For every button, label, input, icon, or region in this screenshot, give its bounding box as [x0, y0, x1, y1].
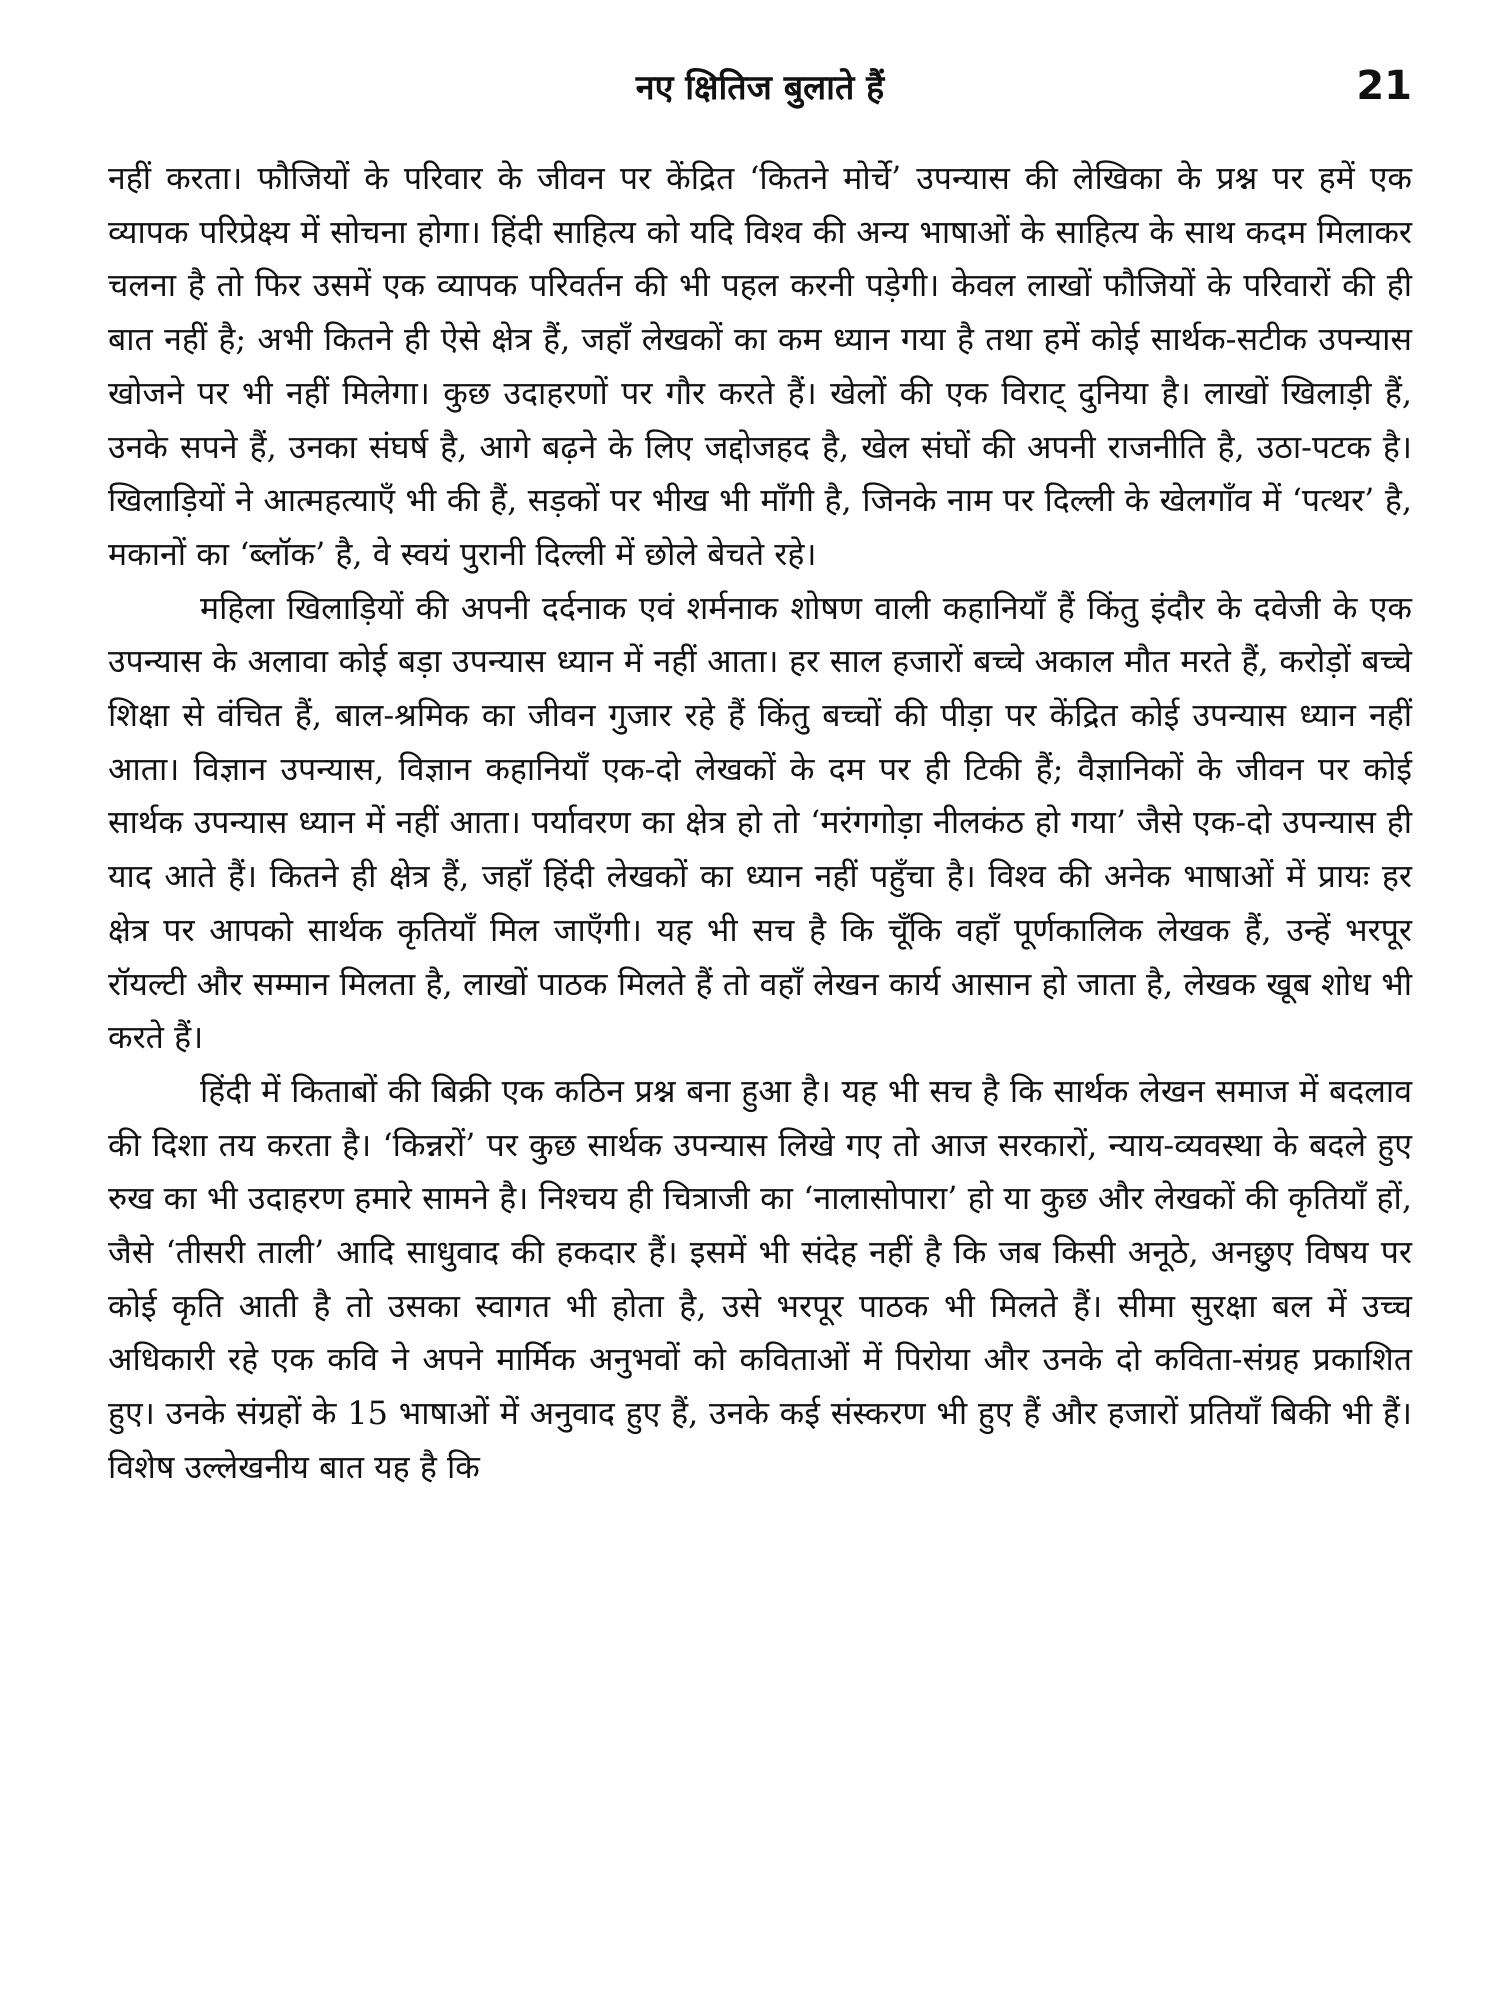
paragraph-3: हिंदी में किताबों की बिक्री एक कठिन प्रश्न बना हुआ है। यह भी सच है कि सार्थक लेखन समाज में बदलाव की दिशा तय करता है। ‘किन्नरों’ पर कुछ सार्थक उपन्यास लिखे गए तो आज सरकारों, न्याय-व्यवस्था के बदले हुए रुख का भी उदाहरण हमारे सामने है। निश्चय ही चित्राजी का ‘नालासोपारा’ हो या कुछ और लेखकों की कृतियाँ हों, जैसे ‘तीसरी ताली’ आदि साधुवाद की हकदार हैं। इसमें भी संदेह नहीं है कि जब किसी अनूठे, अनछुए विषय पर कोई कृति आती है तो उसका स्वागत भी होता है, उसे भरपूर पाठक भी मिलते हैं। सीमा सुरक्षा बल में उच्च अधिकारी रहे एक कवि ने अपने मार्मिक अनुभवों को कविताओं में पिरोया और उनके दो कविता-संग्रह प्रकाशित हुए। उनके संग्रहों के 15 भाषाओं में अनुवाद हुए हैं, उनके कई संस्करण भी हुए हैं और हजारों प्रतियाँ बिकी भी हैं। विशेष उल्लेखनीय बात यह है कि [108, 1071, 1412, 1486]
paragraph-1: नहीं करता। फौजियों के परिवार के जीवन पर केंद्रित ‘कितने मोर्चे’ उपन्यास की लेखिका के प्रश्न पर हमें एक व्यापक परिप्रेक्ष्य में सोचना होगा। हिंदी साहित्य को यदि विश्व की अन्य भाषाओं के साहित्य के साथ कदम मिलाकर चलना है तो फिर उसमें एक व्यापक परिवर्तन की भी पहल करनी पड़ेगी। केवल लाखों फौजियों के परिवारों की ही बात नहीं है; अभी कितने ही ऐसे क्षेत्र हैं, जहाँ लेखकों का कम ध्यान गया है तथा हमें कोई सार्थक-सटीक उपन्यास खोजने पर भी नहीं मिलेगा। कुछ उदाहरणों पर गौर करते हैं। खेलों की एक विराट् दुनिया है। लाखों खिलाड़ी हैं, उनके सपने हैं, उनका संघर्ष है, आगे बढ़ने के लिए जद्दोजहद है, खेल संघों की अपनी राजनीति है, उठा-पटक है। खिलाड़ियों ने आत्महत्याएँ भी की हैं, सड़कों पर भीख भी माँगी है, जिनके नाम पर दिल्ली के खेलगाँव में ‘पत्थर’ है, मकानों का ‘ब्लॉक’ है, वे स्वयं पुरानी दिल्ली में छोले बेचते रहे। [108, 159, 1412, 573]
paragraph-2: महिला खिलाड़ियों की अपनी दर्दनाक एवं शर्मनाक शोषण वाली कहानियाँ हैं किंतु इंदौर के दवेजी के एक उपन्यास के अलावा कोई बड़ा उपन्यास ध्यान में नहीं आता। हर साल हजारों बच्चे अकाल मौत मरते हैं, करोड़ों बच्चे शिक्षा से वंचित हैं, बाल-श्रमिक का जीवन गुजार रहे हैं किंतु बच्चों की पीड़ा पर केंद्रित कोई उपन्यास ध्यान नहीं आता। विज्ञान उपन्यास, विज्ञान कहानियाँ एक-दो लेखकों के दम पर ही टिकी हैं; वैज्ञानिकों के जीवन पर कोई सार्थक उपन्यास ध्यान में नहीं आता। पर्यावरण का क्षेत्र हो तो ‘मरंगगोड़ा नीलकंठ हो गया’ जैसे एक-दो उपन्यास ही याद आते हैं। कितने ही क्षेत्र हैं, जहाँ हिंदी लेखकों का ध्यान नहीं पहुँचा है। विश्व की अनेक भाषाओं में प्रायः हर क्षेत्र पर आपको सार्थक कृतियाँ मिल जाएँगी। यह भी सच है कि चूँकि वहाँ पूर्णकालिक लेखक हैं, उन्हें भरपूर रॉयल्टी और सम्मान मिलता है, लाखों पाठक मिलते हैं तो वहाँ लेखन कार्य आसान हो जाता है, लेखक खूब शोध भी करते हैं। [108, 588, 1412, 1057]
running-title: नए क्षितिज बुलाते हैं [635, 68, 885, 108]
page-number: 21 [1356, 63, 1412, 109]
page-header [108, 58, 1412, 126]
page-body [108, 152, 1412, 1495]
